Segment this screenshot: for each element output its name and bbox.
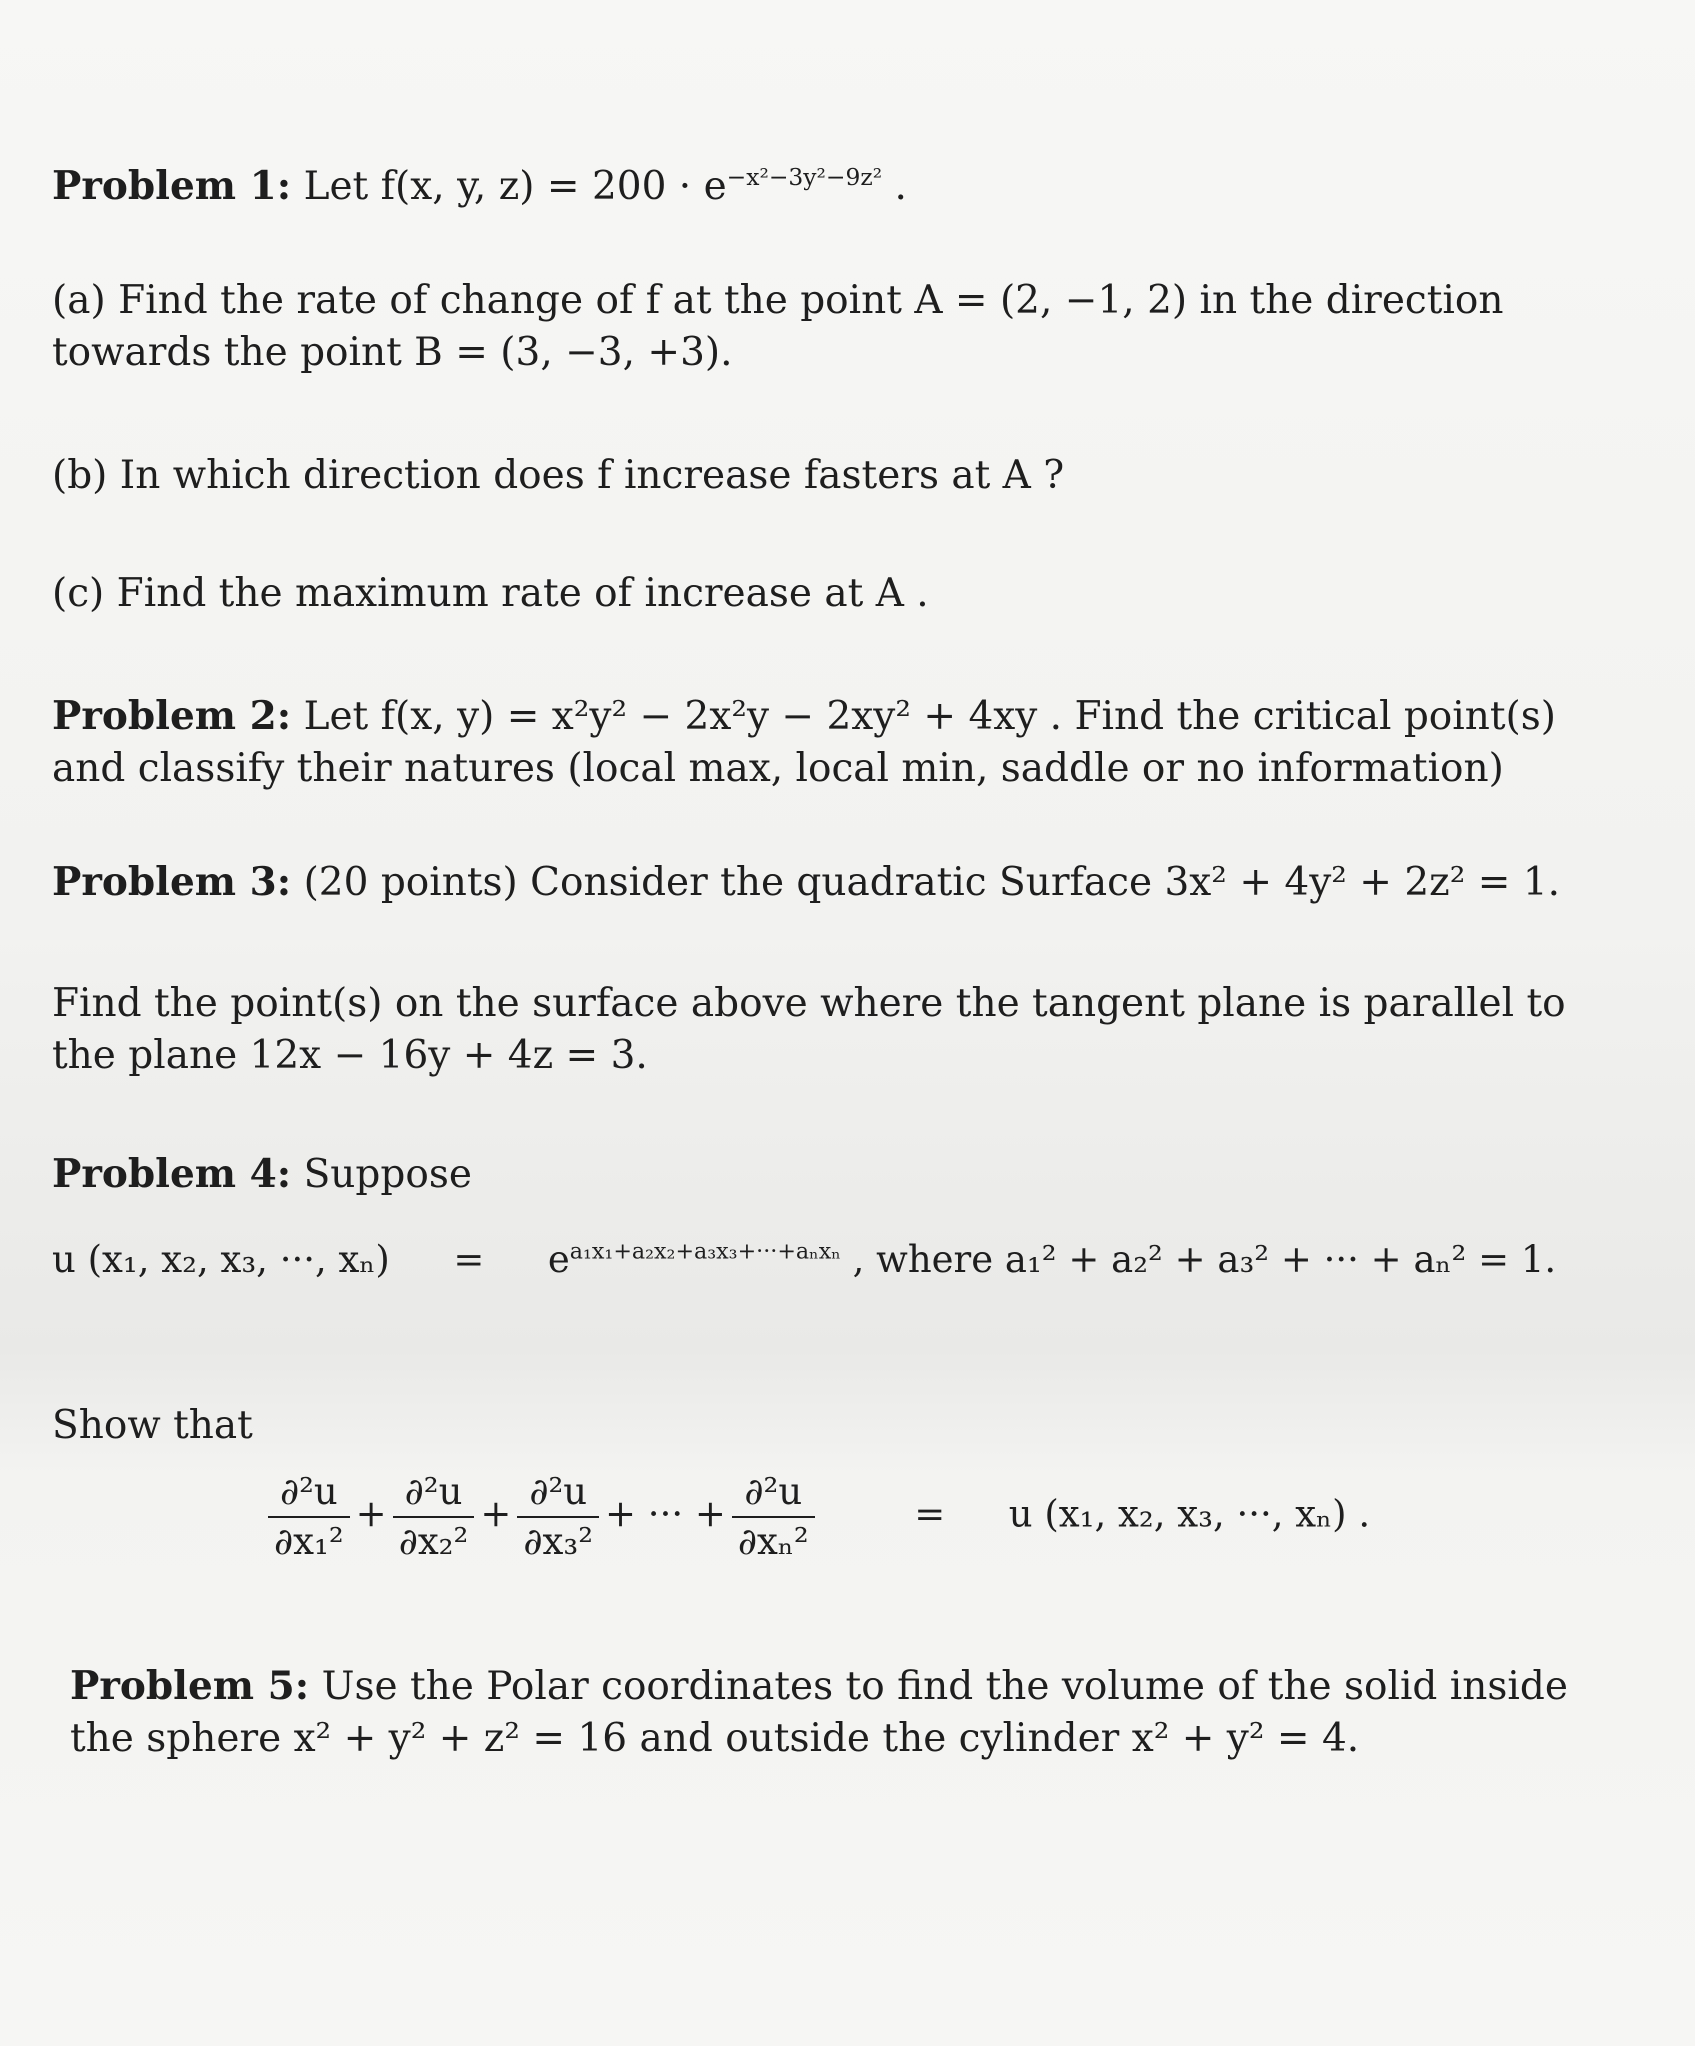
u-definition-lhs: u (x₁, x₂, x₃, ···, xₙ): [52, 1238, 390, 1281]
plus-sign: +: [480, 1492, 512, 1536]
problem-3-label: Problem 3:: [52, 859, 292, 905]
problem-5: [70, 1660, 1670, 1765]
problem-4-intro: Suppose: [303, 1152, 472, 1197]
problem-1-exponent: −x²−3y²−9z²: [726, 163, 883, 191]
plus-sign: +: [355, 1492, 387, 1536]
problem-5-label: Problem 5:: [70, 1663, 310, 1709]
problem-1-part-a: [52, 275, 1652, 379]
problem-5-line-1: Use the Polar coordinates to find the volume of the solid inside: [321, 1664, 1568, 1709]
problem-1-label: Problem 1:: [52, 163, 292, 209]
problem-3-header: [52, 856, 1652, 909]
problem-3-line-3: the plane 12x − 16y + 4z = 3.: [52, 1033, 648, 1078]
problem-1-part-b: (b) In which direction does f increase fasters at A ?: [52, 453, 1065, 498]
fraction-x2: $\frac{\text{∂²u}}{\text{∂x₂²}}$: [393, 1470, 475, 1564]
u-definition-condition: , where a₁² + a₂² + a₃² + ··· + aₙ² = 1.: [852, 1238, 1557, 1281]
problem-4-show-that: Show that: [52, 1403, 253, 1448]
fraction-x3: $\frac{\text{∂²u}}{\text{∂x₃²}}$: [517, 1470, 599, 1564]
problem-2-line-1: Let f(x, y) = x²y² − 2x²y − 2xy² + 4xy . Find the critical point(s): [303, 694, 1556, 739]
part-a-line-2: towards the point B = (3, −3, +3).: [52, 330, 733, 375]
problem-1-period: .: [882, 164, 907, 209]
problem-1-statement: [52, 160, 1652, 213]
problem-3-body: [52, 978, 1652, 1082]
problem-2-label: Problem 2:: [52, 693, 292, 739]
problem-2: [52, 690, 1652, 795]
problem-5-line-2: the sphere x² + y² + z² = 16 and outside the cylinder x² + y² = 4.: [70, 1716, 1360, 1761]
u-definition-exponent: a₁x₁+a₂x₂+a₃x₃+···+aₙxₙ: [569, 1238, 841, 1265]
problem-4-header: [52, 1148, 1652, 1201]
problem-1-function: Let f(x, y, z) = 200 · e: [303, 164, 727, 209]
u-definition-equals: =: [453, 1238, 485, 1281]
problem-3-line-1: (20 points) Consider the quadratic Surface 3x² + 4y² + 2z² = 1.: [303, 860, 1561, 905]
fraction-xn: $\frac{\text{∂²u}}{\text{∂xₙ²}}$: [732, 1470, 815, 1564]
fraction-x1: $\frac{\text{∂²u}}{\text{∂x₁²}}$: [268, 1470, 350, 1564]
problem-3-line-2: Find the point(s) on the surface above where the tangent plane is parallel to: [52, 981, 1566, 1026]
equation-result: u (x₁, x₂, x₃, ···, xₙ) .: [1008, 1492, 1371, 1536]
ellipsis-sum: + ··· +: [605, 1492, 726, 1536]
problem-2-line-2: and classify their natures (local max, local min, saddle or no information): [52, 746, 1504, 791]
part-a-line-1: (a) Find the rate of change of f at the point A = (2, −1, 2) in the direction: [52, 278, 1504, 323]
u-definition-base: e: [547, 1238, 570, 1281]
laplace-equation: [262, 1470, 1462, 1564]
equation-equals: =: [914, 1492, 946, 1536]
problem-1-part-c: (c) Find the maximum rate of increase at A .: [52, 571, 929, 616]
problem-4-definition: [52, 1234, 1652, 1286]
problem-4-label: Problem 4:: [52, 1151, 292, 1197]
